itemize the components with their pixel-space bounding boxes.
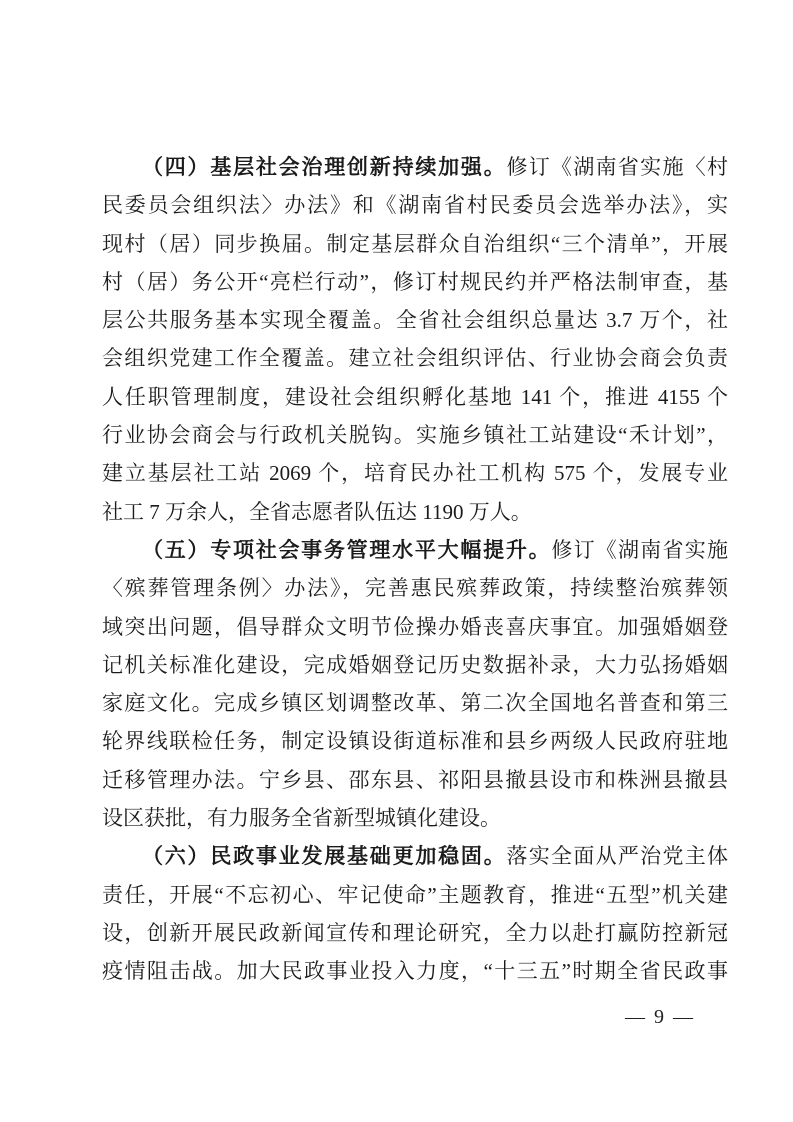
text-line: 设，创新开展民政新闻宣传和理论研究，全力以赴打赢防控新冠 bbox=[102, 920, 728, 945]
text-line: 迁移管理办法。宁乡县、邵东县、祁阳县撤县设市和株洲县撤县 bbox=[102, 767, 728, 792]
section-4-heading: （四）基层社会治理创新持续加强。 bbox=[142, 155, 507, 179]
text-line: 现村（居）同步换届。制定基层群众自治组织“三个清单”，开展 bbox=[102, 231, 728, 256]
section-4-first-line-text: 修订《湖南省实施〈村 bbox=[506, 155, 728, 179]
text-line bbox=[102, 531, 728, 569]
paragraph-section-6 bbox=[102, 837, 728, 990]
section-6-first-line-text: 落实全面从严治党主体 bbox=[506, 844, 728, 869]
section-6-heading: （六）民政事业发展基础更加稳固。 bbox=[142, 844, 507, 869]
paragraph-section-4 bbox=[102, 148, 728, 531]
paragraph-section-5 bbox=[102, 531, 728, 837]
text-line: 会组织党建工作全覆盖。建立社会组织评估、行业协会商会负责 bbox=[102, 346, 728, 371]
text-line: 〈殡葬管理条例〉办法》，完善惠民殡葬政策，持续整治殡葬领 bbox=[102, 576, 728, 601]
section-5-heading: （五）专项社会事务管理水平大幅提升。 bbox=[142, 537, 552, 562]
text-line: 人任职管理制度，建设社会组织孵化基地 141 个，推进 4155 个 bbox=[102, 384, 728, 409]
page-number: — 9 — bbox=[625, 1006, 695, 1028]
document-body bbox=[102, 148, 728, 991]
text-line: 民委员会组织法〉办法》和《湖南省村民委员会选举办法》，实 bbox=[102, 193, 728, 218]
section-5-first-line-text: 修订《湖南省实施 bbox=[551, 537, 728, 562]
text-line: 疫情阻击战。加大民政事业投入力度，“十三五”时期全省民政事 bbox=[102, 959, 728, 984]
text-line: 设区获批，有力服务全省新型城镇化建设。 bbox=[102, 806, 501, 831]
text-line: 社工 7 万余人，全省志愿者队伍达 1190 万人。 bbox=[102, 499, 532, 524]
text-line: 责任，开展“不忘初心、牢记使命”主题教育，推进“五型”机关建 bbox=[102, 882, 728, 907]
text-line: 轮界线联检任务，制定设镇设街道标准和县乡两级人民政府驻地 bbox=[102, 729, 728, 754]
text-line: 域突出问题，倡导群众文明节俭操办婚丧喜庆事宜。加强婚姻登 bbox=[102, 614, 728, 639]
text-line: 村（居）务公开“亮栏行动”，修订村规民约并严格法制审查，基 bbox=[102, 269, 728, 294]
text-line: 家庭文化。完成乡镇区划调整改革、第二次全国地名普查和第三 bbox=[102, 691, 728, 716]
text-line: 建立基层社工站 2069 个，培育民办社工机构 575 个，发展专业 bbox=[102, 461, 728, 486]
text-line: 行业协会商会与行政机关脱钩。实施乡镇社工站建设“禾计划”， bbox=[102, 423, 728, 448]
text-line: 层公共服务基本实现全覆盖。全省社会组织总量达 3.7 万个，社 bbox=[102, 308, 728, 333]
text-line: 记机关标准化建设，完成婚姻登记历史数据补录，大力弘扬婚姻 bbox=[102, 652, 728, 677]
text-line bbox=[102, 837, 728, 875]
text-line bbox=[102, 148, 728, 186]
